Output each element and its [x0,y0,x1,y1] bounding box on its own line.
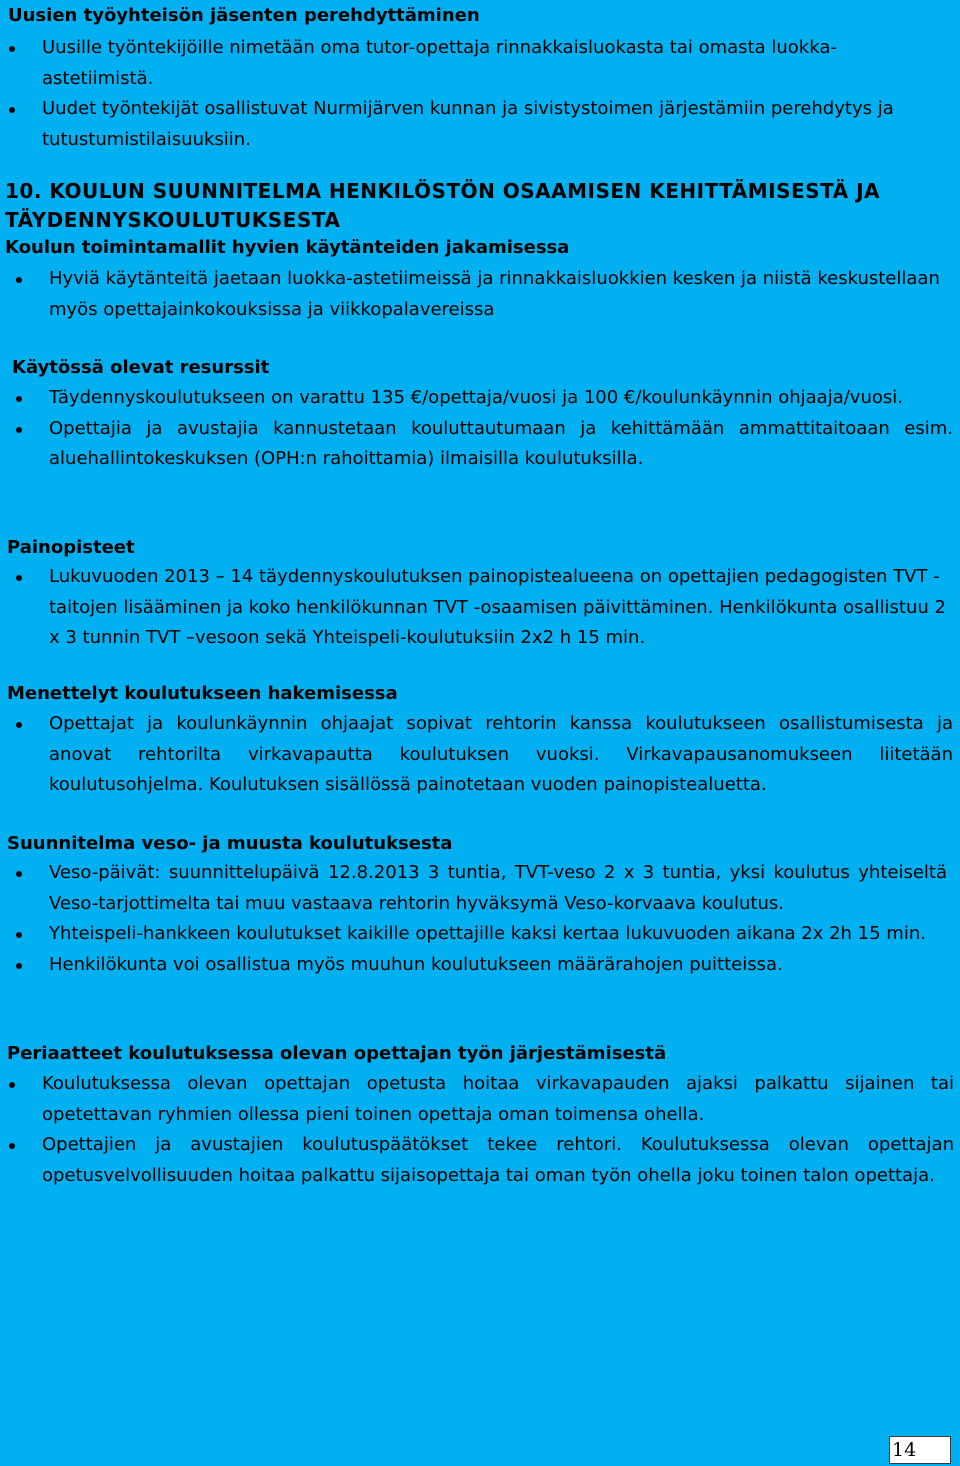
intro-list [42,33,927,155]
list-item: Uudet työntekijät osallistuvat Nurmijärven kunnan ja sivistystoimen järjestämiin perehdytys ja tutustumistilaisuuksiin. [42,94,927,155]
section-title: 10. KOULUN SUUNNITELMA HENKILÖSTÖN OSAAMISEN KEHITTÄMISESTÄ JA TÄYDENNYSKOULUTUKSESTA [5,179,881,232]
toimintamallit-heading: Koulun toimintamallit hyvien käytänteiden jakamisessa [5,237,570,258]
list-item: Veso-päivät: suunnittelupäivä 12.8.2013 3 tuntia, TVT-veso 2 x 3 tuntia, yksi koulutus yhteiseltä Veso-tarjottimelta tai muu vastaava rehtorin hyväksymä Veso-korvaava koulutus. [49,858,947,919]
list-item: Hyviä käytänteitä jaetaan luokka-astetiimeissä ja rinnakkaisluokkien kesken ja niistä keskustellaan myös opettajainkokouksissa ja viikkopalavereissa [49,264,954,325]
menettelyt-heading: Menettelyt koulutukseen hakemisessa [7,683,398,704]
suunnitelma-list [49,858,947,980]
list-item: Henkilökunta voi osallistua myös muuhun koulutukseen määrärahojen puitteissa. [49,950,947,981]
list-item: Lukuvuoden 2013 – 14 täydennyskoulutuksen painopistealueena on opettajien pedagogisten TVT -taitojen lisääminen ja koko henkilökunnan TVT -osaamisen päivittäminen. Henkilökunta osallistuu 2 x 3 tunnin TVT –vesoon sekä Yhteispeli-koulutuksiin 2x2 h 15 min. [49,562,954,654]
list-item: Koulutuksessa olevan opettajan opetusta hoitaa virkavapauden ajaksi palkattu sijainen tai opetettavan ryhmien ollessa pieni toinen opettaja oman toimensa ohella. [42,1069,954,1130]
list-item: Opettajien ja avustajien koulutuspäätökset tekee rehtori. Koulutuksessa olevan opettajan opetusvelvollisuuden hoitaa palkattu sijaisopettaja tai oman työn ohella joku toinen talon opettaja. [42,1130,954,1191]
resurssit-heading: Käytössä olevat resurssit [12,357,270,378]
periaatteet-list [42,1069,954,1191]
toimintamallit-list [49,264,954,325]
suunnitelma-heading: Suunnitelma veso- ja muusta koulutuksesta [7,833,453,854]
painopisteet-heading: Painopisteet [7,537,135,558]
menettelyt-list [49,709,953,801]
list-item: Yhteispeli-hankkeen koulutukset kaikille opettajille kaksi kertaa lukuvuoden aikana 2x 2h 15 min. [49,919,947,950]
list-item: Opettajat ja koulunkäynnin ohjaajat sopivat rehtorin kanssa koulutukseen osallistumisesta ja anovat rehtorilta virkavapautta koulutuksen vuoksi. Virkavapausanomukseen liitetään koulutusohjelma. Koulutuksen sisällössä painotetaan vuoden painopistealuetta. [49,709,953,801]
page-number: 14 [889,1436,951,1464]
list-item: Uusille työntekijöille nimetään oma tutor-opettaja rinnakkaisluokasta tai omasta luokka-astetiimistä. [42,33,927,94]
intro-heading: Uusien työyhteisön jäsenten perehdyttäminen [8,5,480,26]
periaatteet-heading: Periaatteet koulutuksessa olevan opettajan työn järjestämisestä [7,1043,667,1064]
list-item: Opettajia ja avustajia kannustetaan kouluttautumaan ja kehittämään ammattitaitoaan esim. aluehallintokeskuksen (OPH:n rahoittamia) ilmaisilla koulutuksilla. [49,414,953,475]
resurssit-list [49,383,953,475]
painopisteet-list [49,562,954,654]
list-item: Täydennyskoulutukseen on varattu 135 €/opettaja/vuosi ja 100 €/koulunkäynnin ohjaaja/vuosi. [49,383,953,414]
